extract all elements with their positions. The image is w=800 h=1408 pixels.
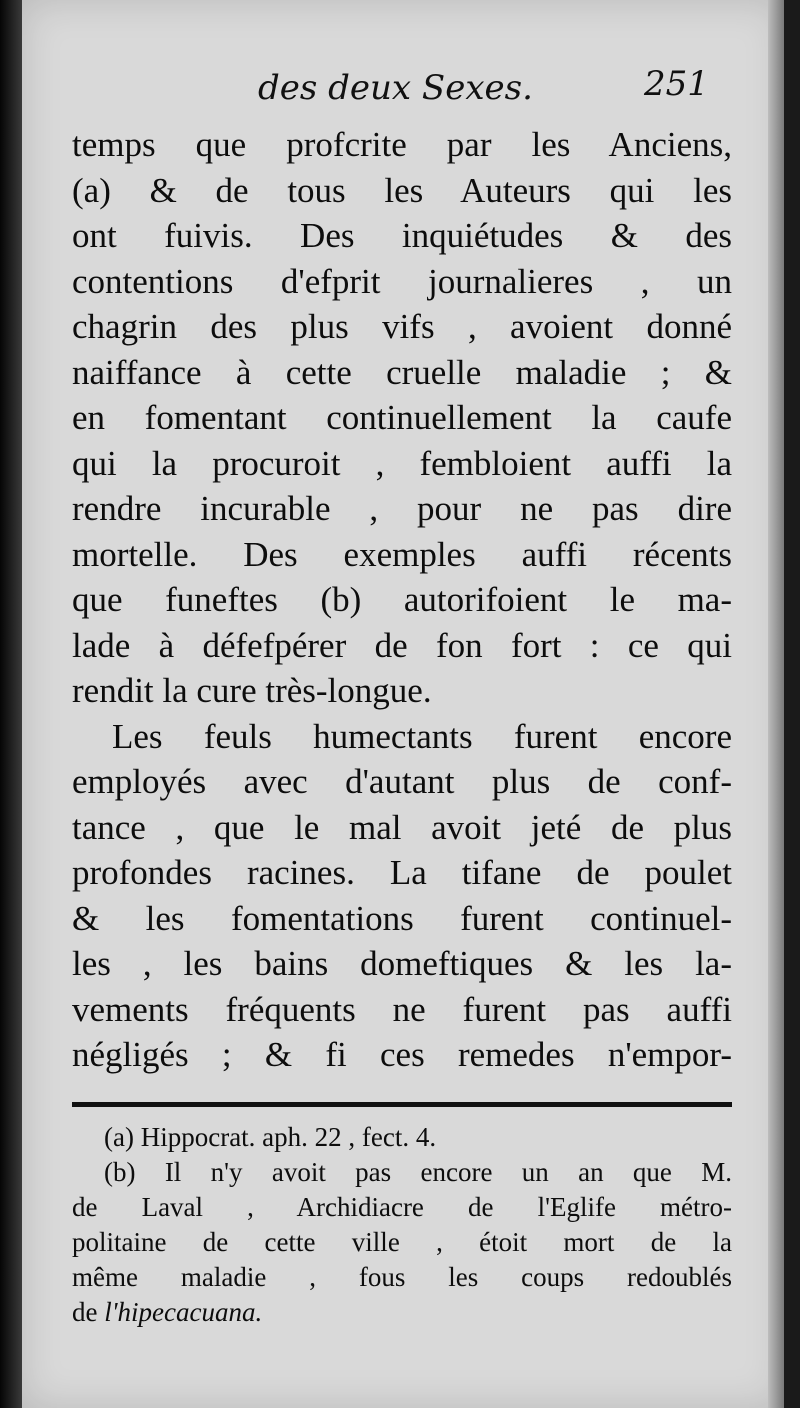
text-line: temps que profcrite par les Anciens,: [72, 125, 732, 164]
footnote-rule: [72, 1102, 732, 1107]
page-number: 251: [644, 64, 709, 104]
text-line: en fomentant continuellement la caufe: [72, 398, 732, 437]
page-edge: [768, 0, 784, 1408]
text-line: que funeftes (b) autorifoient le ma-: [72, 580, 732, 619]
text-line: & les fomentations furent continuel-: [72, 898, 732, 938]
footnote-a: (a) Hippocrat. aph. 22 , fect. 4.: [104, 1122, 437, 1152]
footnote-b-last-line: [72, 1295, 732, 1330]
footnotes: [72, 1120, 732, 1330]
footnote-b-line: politaine de cette ville , étoit mort de la: [72, 1227, 732, 1257]
footnote-b-line: (b) Il n'y avoit pas encore un an que M.: [104, 1157, 732, 1187]
text-line: employés avec d'autant plus de conf-: [72, 762, 732, 801]
text-line: chagrin des plus vifs , avoient donné: [72, 307, 732, 346]
footnote-b-line: même maladie , fous les coups redoublés: [72, 1262, 732, 1292]
text-line: rendre incurable , pour ne pas dire: [72, 489, 732, 528]
text-line: les , les bains domeftiques & les la-: [72, 944, 732, 983]
text-line: vements fréquents ne furent pas auffi: [72, 989, 732, 1029]
book-binding-shadow: [0, 0, 22, 1408]
footnote-b-italic: l'hipecacuana.: [104, 1297, 263, 1327]
text-line: qui la procuroit , fembloient auffi la: [72, 443, 732, 483]
text-line: lade à défefpérer de fon fort : ce qui: [72, 625, 732, 665]
text-line: tance , que le mal avoit jeté de plus: [72, 807, 732, 847]
book-page: [22, 0, 784, 1408]
text-line: ont fuivis. Des inquiétudes & des: [72, 216, 732, 255]
text-line: négligés ; & fi ces remedes n'empor-: [72, 1035, 732, 1074]
footnote-b-prefix: de: [72, 1297, 105, 1327]
text-line: contentions d'efprit journalieres , un: [72, 261, 732, 301]
text-line: mortelle. Des exemples auffi récents: [72, 534, 732, 574]
page-header: [22, 60, 784, 120]
running-head: des deux Sexes.: [258, 68, 533, 108]
text-line: rendit la cure très-longue.: [72, 671, 432, 710]
footnote-b-line: de Laval , Archidiacre de l'Eglife métro-: [72, 1192, 732, 1222]
text-line: profondes racines. La tifane de poulet: [72, 853, 732, 892]
main-text: [72, 122, 732, 1078]
text-line: (a) & de tous les Auteurs qui les: [72, 170, 732, 210]
paragraph-first-line: Les feuls humectants furent encore: [112, 716, 732, 756]
text-line: naiffance à cette cruelle maladie ; &: [72, 352, 732, 392]
